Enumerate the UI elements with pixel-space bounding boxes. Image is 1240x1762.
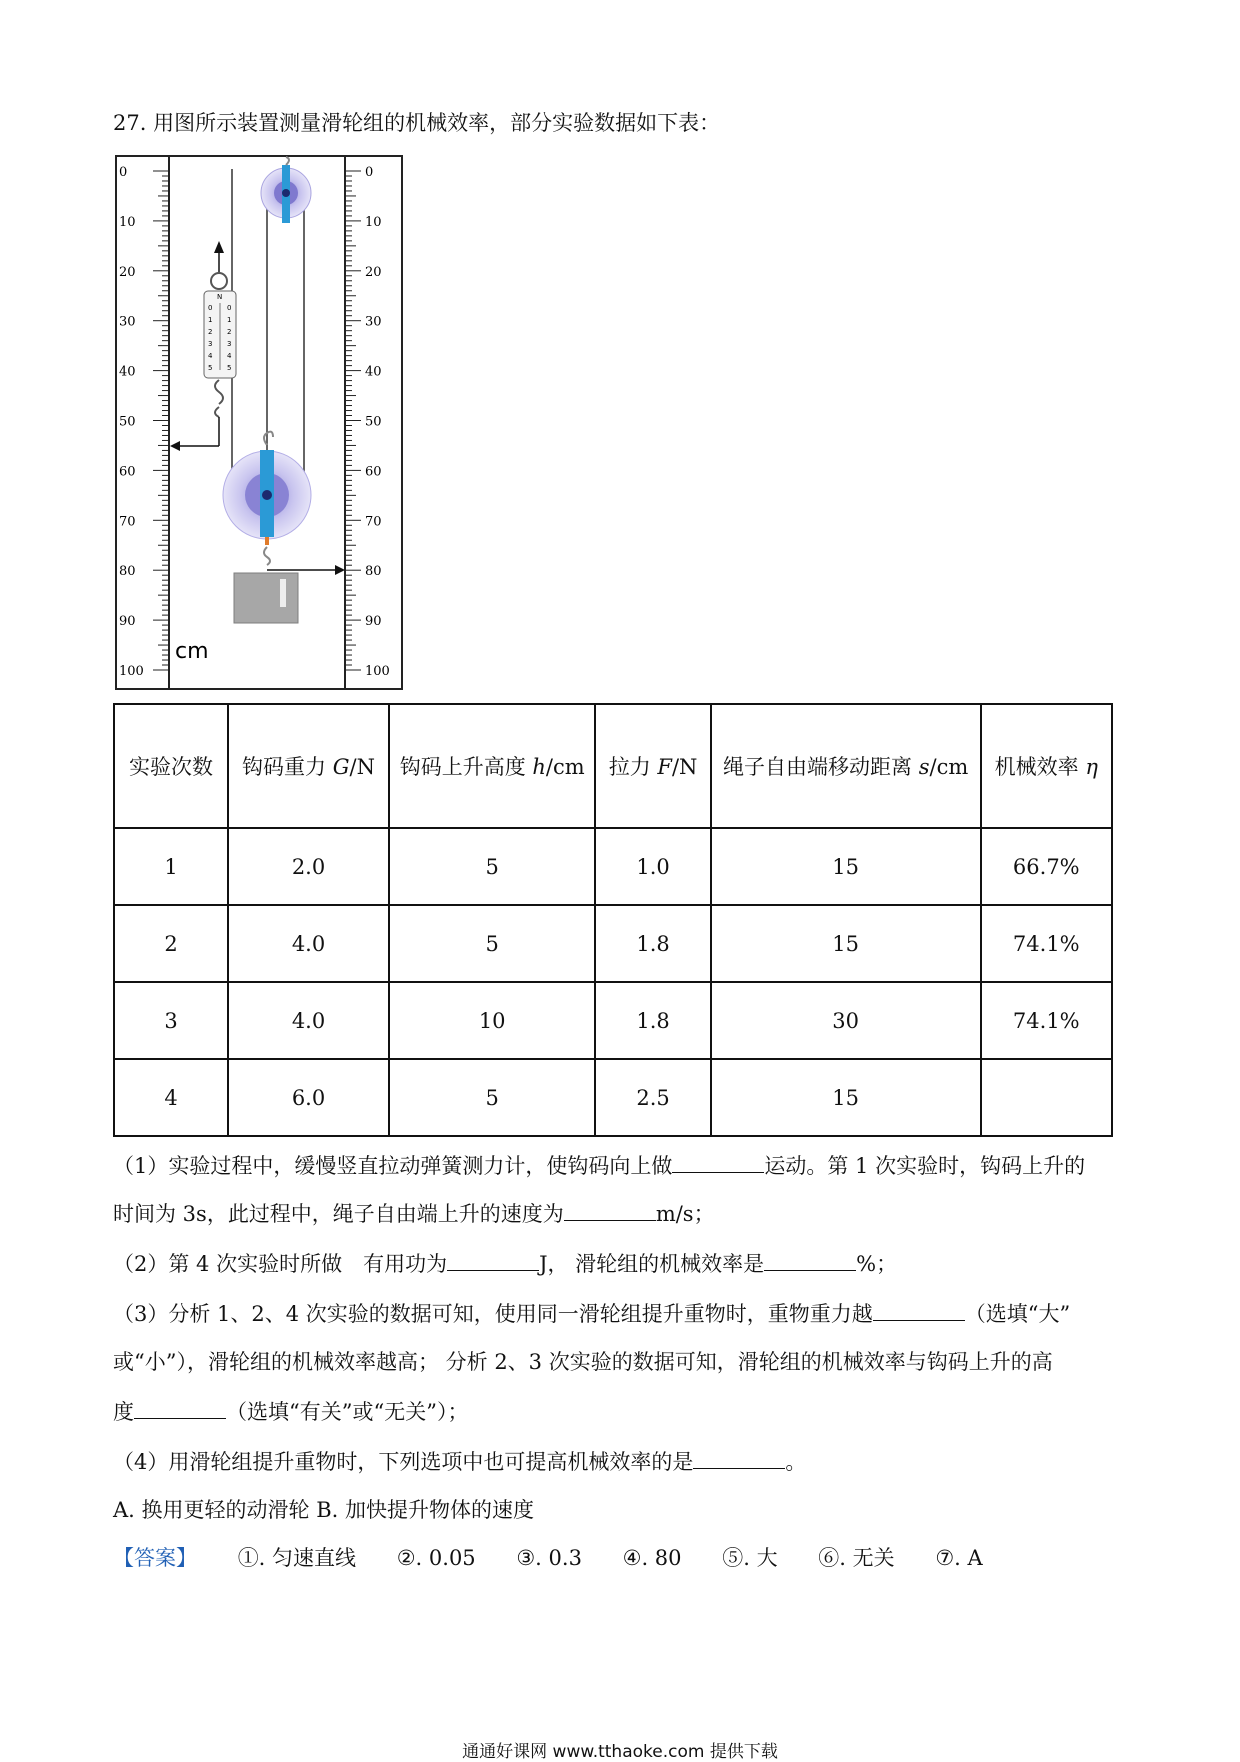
scale-label: 30 — [365, 314, 382, 330]
hook-weight — [234, 573, 298, 623]
meter-label: 1 — [227, 316, 232, 324]
table-cell: 2.5 — [595, 1059, 710, 1136]
scale-label: 60 — [119, 464, 136, 480]
answer-blank — [564, 1200, 656, 1221]
table-header: 机械效率 η — [981, 704, 1112, 828]
scale-label: 40 — [119, 364, 136, 380]
meter-label: 5 — [227, 364, 232, 372]
table-header: 拉力 F/N — [595, 704, 710, 828]
table-cell: 2 — [114, 905, 228, 982]
table-cell: 15 — [711, 1059, 981, 1136]
table-row — [114, 1059, 1112, 1136]
answer-line — [113, 1542, 983, 1572]
table-cell: 74.1% — [981, 982, 1112, 1059]
answer-item: ⑥. 无关 — [818, 1546, 895, 1570]
table-cell: 4.0 — [228, 982, 389, 1059]
answer-blank — [134, 1398, 226, 1419]
meter-label: 1 — [208, 316, 213, 324]
table-cell: 1 — [114, 828, 228, 905]
part-1-line-1: （1）实验过程中，缓慢竖直拉动弹簧测力计，使钩码向上做 运动。第 1 次实验时，钩码上升的 — [113, 1154, 1086, 1178]
answer-blank — [764, 1250, 856, 1271]
scale-label: 80 — [365, 564, 382, 580]
table-cell: 30 — [711, 982, 981, 1059]
table-row — [114, 828, 1112, 905]
table-cell: 1.0 — [595, 828, 710, 905]
table-header: 绳子自由端移动距离 s/cm — [711, 704, 981, 828]
scale-label: 30 — [119, 314, 136, 330]
part-3-line-3: 度 （选填“有关”或“无关”）； — [113, 1400, 469, 1424]
scale-label: 90 — [119, 614, 136, 630]
scale-label: 40 — [365, 364, 382, 380]
scale-label: 70 — [365, 514, 382, 530]
scale-label: 10 — [119, 214, 136, 230]
answer-blank — [693, 1448, 785, 1469]
answer-tag: 【答案】 — [113, 1546, 197, 1570]
meter-label: 5 — [208, 364, 213, 372]
scale-label: 80 — [119, 564, 136, 580]
unit-label: cm — [175, 639, 209, 664]
meter-label: 0 — [227, 304, 232, 312]
answer-blank — [672, 1152, 764, 1173]
table-cell — [981, 1059, 1112, 1136]
table-header: 钩码上升高度 h/cm — [389, 704, 596, 828]
table-cell: 2.0 — [228, 828, 389, 905]
meter-label: 0 — [208, 304, 213, 312]
table-cell: 66.7% — [981, 828, 1112, 905]
meter-label: 4 — [227, 352, 232, 360]
part-4: （4）用滑轮组提升重物时，下列选项中也可提高机械效率的是 。 — [113, 1450, 807, 1474]
page-footer: 通通好课网 www.tthaoke.com 提供下载 — [462, 1742, 778, 1762]
options: A. 换用更轻的动滑轮 B. 加快提升物体的速度 — [113, 1498, 534, 1522]
pulley-apparatus-figure — [115, 155, 403, 690]
part-2: （2）第 4 次实验时所做 有用功为 J， 滑轮组的机械效率是 %； — [113, 1252, 898, 1276]
answer-item: ③. 0.3 — [516, 1546, 582, 1570]
scale-label: 100 — [365, 664, 390, 679]
scale-label: 50 — [119, 414, 136, 430]
scale-label: 90 — [365, 614, 382, 630]
table-cell: 15 — [711, 828, 981, 905]
scale-label: 20 — [365, 264, 382, 280]
part-3-line-2: 或“小”），滑轮组的机械效率越高； 分析 2、3 次实验的数据可知，滑轮组的机械效率与钩码上升的高 — [113, 1350, 1053, 1374]
scale-label: 50 — [365, 414, 382, 430]
answer-item: ⑤. 大 — [722, 1546, 778, 1570]
table-header-row — [114, 704, 1112, 828]
meter-label: 4 — [208, 352, 213, 360]
meter-label: 3 — [208, 340, 213, 348]
scale-label: 0 — [365, 165, 374, 180]
table-cell: 5 — [389, 828, 596, 905]
table-cell: 3 — [114, 982, 228, 1059]
table-cell: 5 — [389, 1059, 596, 1136]
table-row — [114, 905, 1112, 982]
answer-blank — [873, 1300, 965, 1321]
table-cell: 1.8 — [595, 982, 710, 1059]
meter-label: 2 — [227, 328, 232, 336]
table-cell: 4.0 — [228, 905, 389, 982]
answer-item: ⑦. A — [935, 1546, 983, 1570]
part-3-line-1: （3）分析 1、2、4 次实验的数据可知，使用同一滑轮组提升重物时，重物重力越 （选填“大” — [113, 1302, 1071, 1326]
scale-label: 60 — [365, 464, 382, 480]
table-cell: 15 — [711, 905, 981, 982]
answer-blank — [447, 1250, 539, 1271]
answer-item: ④. 80 — [622, 1546, 682, 1570]
table-cell: 74.1% — [981, 905, 1112, 982]
meter-label: 2 — [208, 328, 213, 336]
table-header: 实验次数 — [114, 704, 228, 828]
scale-label: 100 — [119, 664, 144, 679]
answer-item: ①. 匀速直线 — [237, 1546, 357, 1570]
meter-label: 3 — [227, 340, 232, 348]
table-cell: 4 — [114, 1059, 228, 1136]
scale-label: 70 — [119, 514, 136, 530]
scale-label: 0 — [119, 165, 128, 180]
table-cell: 5 — [389, 905, 596, 982]
question-title: 27. 用图所示装置测量滑轮组的机械效率，部分实验数据如下表： — [113, 111, 721, 135]
svg-text:N: N — [217, 293, 223, 301]
table-header: 钩码重力 G/N — [228, 704, 389, 828]
table-cell: 10 — [389, 982, 596, 1059]
table-row — [114, 982, 1112, 1059]
data-table — [113, 703, 1113, 1137]
scale-label: 20 — [119, 264, 136, 280]
table-cell: 1.8 — [595, 905, 710, 982]
part-1-line-2: 时间为 3s，此过程中，绳子自由端上升的速度为 m/s； — [113, 1202, 715, 1226]
table-cell: 6.0 — [228, 1059, 389, 1136]
answer-item: ②. 0.05 — [396, 1546, 476, 1570]
scale-label: 10 — [365, 214, 382, 230]
